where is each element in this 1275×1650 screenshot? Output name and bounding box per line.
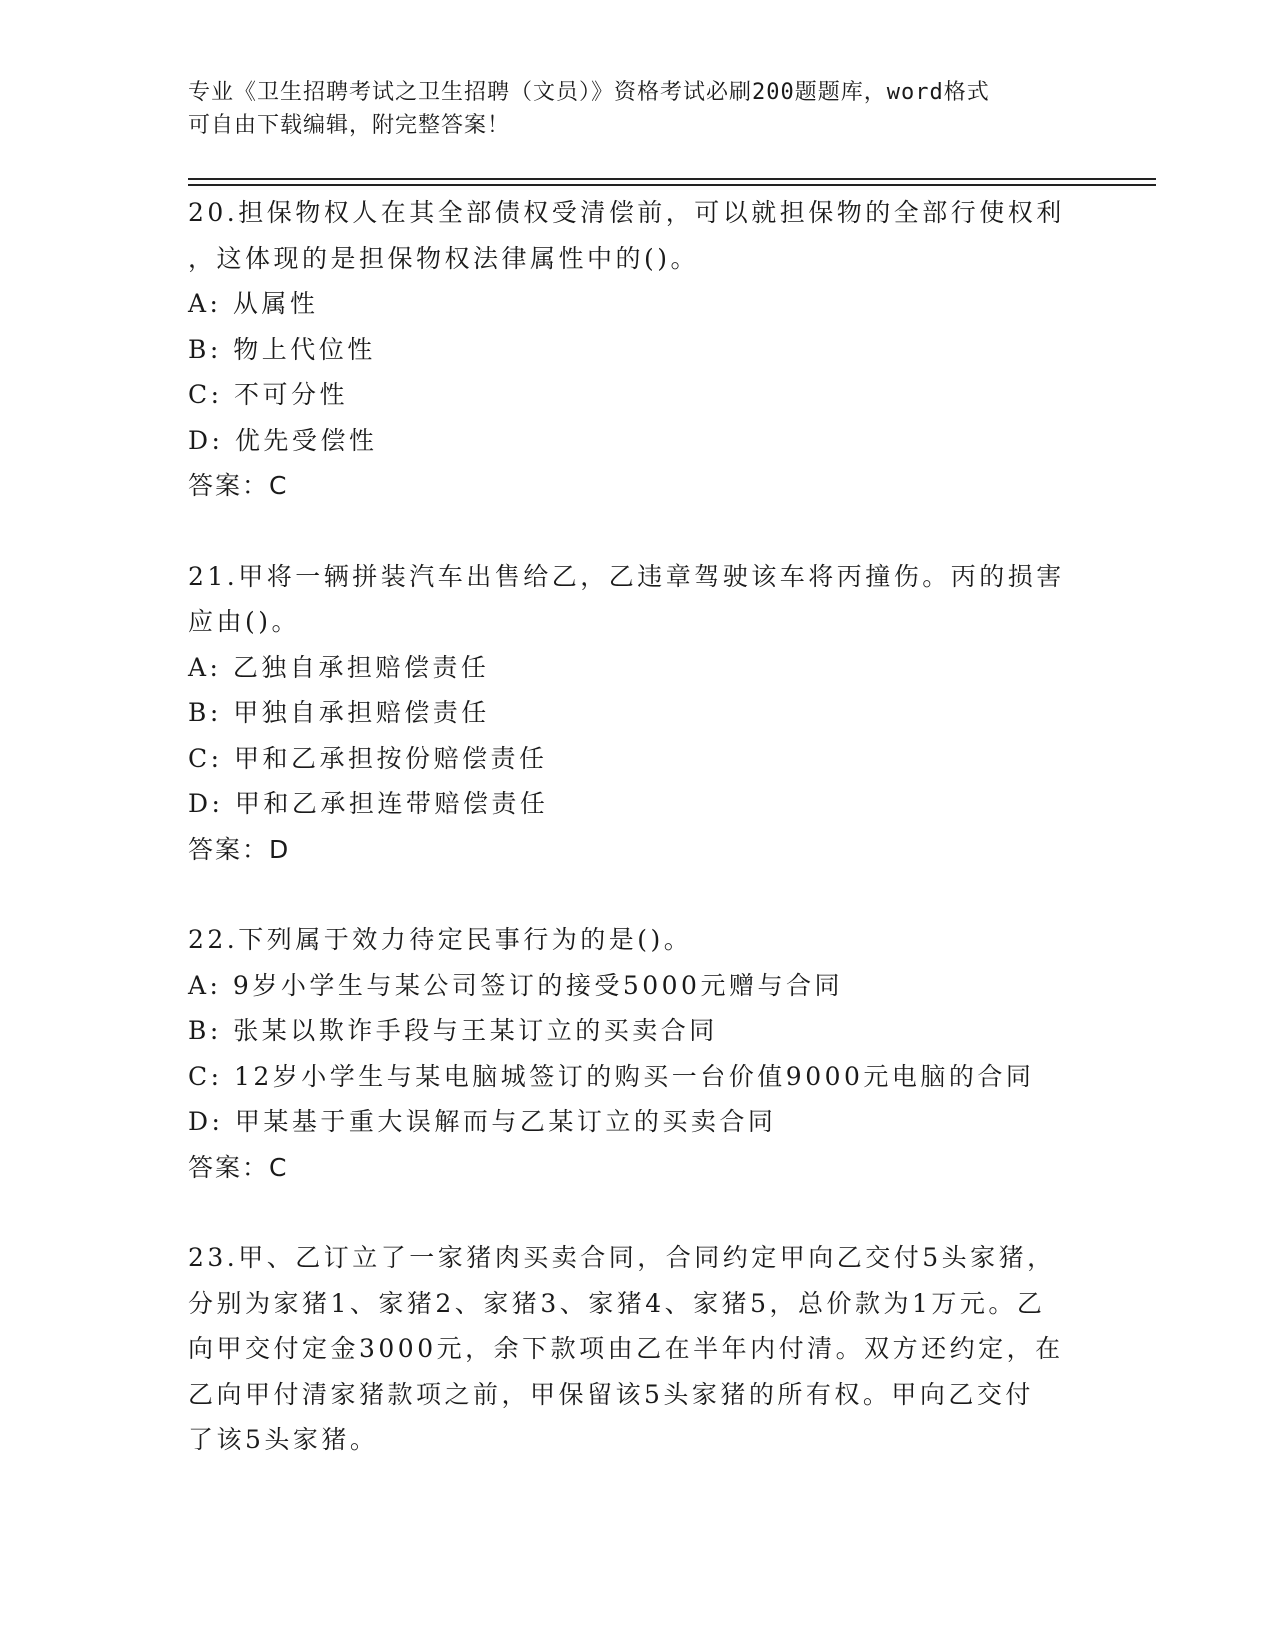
question-stem-line: 22.下列属于效力待定民事行为的是()。 xyxy=(188,925,693,954)
question-stem-line: 23.甲、乙订立了一家猪肉买卖合同，合同约定甲向乙交付5头家猪， xyxy=(188,1243,1056,1272)
answer-line: 答案：C xyxy=(188,1152,289,1182)
option-c: C: 12岁小学生与某电脑城签订的购买一台价值9000元电脑的合同 xyxy=(188,1061,1035,1091)
question-20 xyxy=(188,190,1088,509)
question-spacer xyxy=(188,1190,1088,1235)
answer-line: 答案：C xyxy=(188,471,289,500)
answer-line: 答案：D xyxy=(188,834,291,864)
option-c: C: 不可分性 xyxy=(188,380,348,409)
question-spacer xyxy=(188,509,1088,554)
question-stem-line: ，这体现的是担保物权法律属性中的()。 xyxy=(188,243,700,273)
question-stem-line: 乙向甲付清家猪款项之前，甲保留该5头家猪的所有权。甲向乙交付 xyxy=(188,1379,1034,1409)
question-stem-line: 应由()。 xyxy=(188,607,301,636)
option-c: C: 甲和乙承担按份赔偿责任 xyxy=(188,743,548,773)
option-a: A: 9岁小学生与某公司签订的接受5000元赠与合同 xyxy=(188,970,843,1000)
option-b: B: 张某以欺诈手段与王某订立的买卖合同 xyxy=(188,1016,718,1045)
question-stem-line: 20.担保物权人在其全部债权受清偿前，可以就担保物的全部行使权利 xyxy=(188,198,1065,227)
document-header xyxy=(188,76,1088,142)
option-a: A: 从属性 xyxy=(188,289,319,318)
question-stem-line: 向甲交付定金3000元，余下款项由乙在半年内付清。双方还约定，在 xyxy=(188,1334,1064,1363)
question-stem-line: 分别为家猪1、家猪2、家猪3、家猪4、家猪5，总价款为1万元。乙 xyxy=(188,1288,1046,1318)
option-d: D: 甲和乙承担连带赔偿责任 xyxy=(188,789,549,818)
option-d: D: 优先受偿性 xyxy=(188,425,378,455)
option-b: B: 物上代位性 xyxy=(188,334,376,364)
header-title-line-2: 可自由下载编辑，附完整答案！ xyxy=(188,113,511,138)
question-21 xyxy=(188,554,1088,873)
option-b: B: 甲独自承担赔偿责任 xyxy=(188,698,490,727)
question-spacer xyxy=(188,872,1088,917)
header-divider-top xyxy=(188,178,1156,180)
option-d: D: 甲某基于重大误解而与乙某订立的买卖合同 xyxy=(188,1107,777,1136)
question-list xyxy=(188,190,1088,1463)
question-22 xyxy=(188,917,1088,1190)
question-stem-line: 了该5头家猪。 xyxy=(188,1425,379,1454)
header-divider-bottom xyxy=(188,184,1156,186)
option-a: A: 乙独自承担赔偿责任 xyxy=(188,652,490,682)
question-stem-line: 21.甲将一辆拼装汽车出售给乙，乙违章驾驶该车将丙撞伤。丙的损害 xyxy=(188,561,1065,591)
question-23 xyxy=(188,1235,1088,1463)
header-title-line-1: 专业《卫生招聘考试之卫生招聘（文员）》资格考试必刷200题题库，word格式 xyxy=(188,80,990,105)
